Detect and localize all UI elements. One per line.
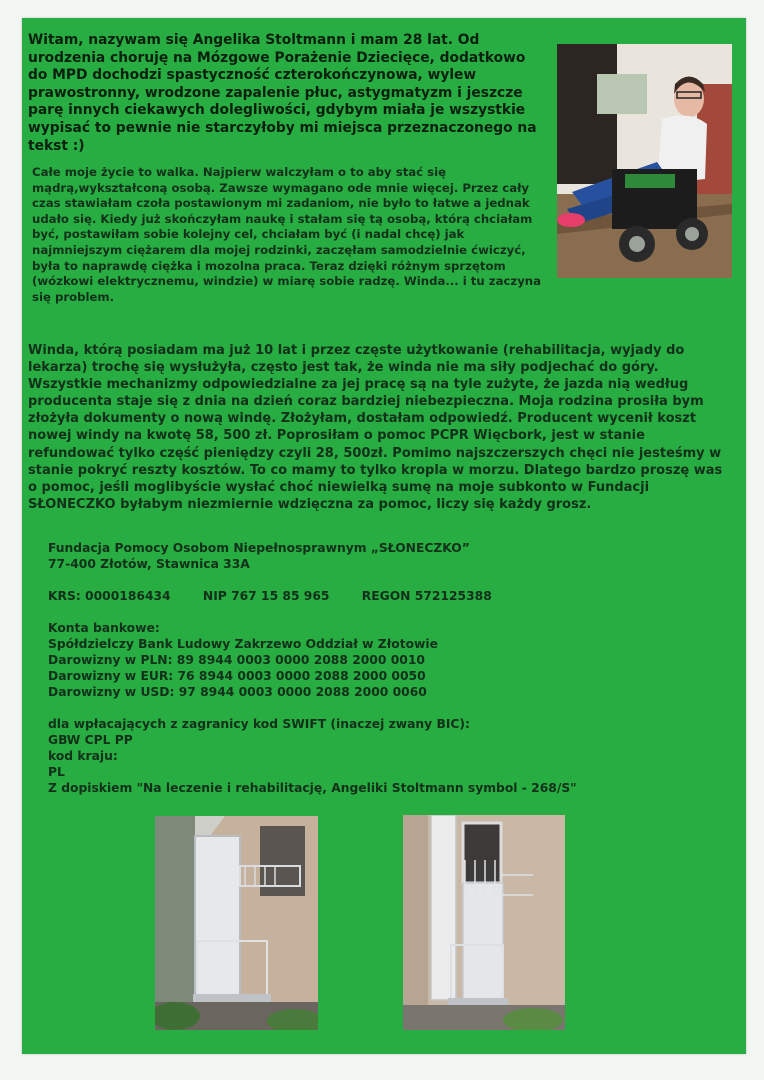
swift-intro: dla wpłacających z zagranicy kod SWIFT (inaczej zwany BIC): [48,717,470,731]
nip-number: NIP 767 15 85 965 [202,589,330,603]
lift-photo-1 [155,816,318,1030]
intro-text: Witam, nazywam się Angelika Stoltmann i mam 28 lat. Od urodzenia choruję na Mózgowe Porażenie Dziecięce, dodatkowo do MPD dochodzi spastyczność czterokończynowa, wylew prawostronny, wrodzone zapalenie płuc, astygmatyzm i jeszcze parę innych ciekawych dolegliwości, gdybym miała je wszystkie wypisać to pewnie nie starczyłoby mi miejsca przeznaczonego na tekst :) [28,32,537,154]
krs-number: KRS: 0000186434 [48,589,171,603]
story-paragraph-2: Winda, którą posiadam ma już 10 lat i przez częste użytkowanie (rehabilitacja, wyjady do lekarza) trochę się wysłużyła, często jest tak, że winda nie ma siły podjechać do góry. Wszystkie mechanizmy odpowiedzialne za jej pracę są na tyle zużyte, że jazda nią według producenta staje się z dnia na dzień coraz bardziej niebezpieczna. Moja rodzina prosiła bym złożyła dokumenty o nową windę. Złożyłam, dostałam odpowiedź. Producent wycenił koszt nowej windy na kwotę 58, 500 zł. Poprosiłam o pomoc PCPR Więcbork, jest w stanie refundować tylko część pieniędzy czyli 28, 500zł. Pomimo najszczerszych chęci nie jesteśmy w stanie pokryć reszty kosztów. To co mamy to tylko kropla w morzu. Dlatego bardzo proszę was o pomoc, jeśli moglibyście wysłać choć niewielką sumę na moje subkonto w Fundacji SŁONECZKO byłabym niezmiernie wdzięczna za pomoc, liczy się każdy grosz. [28,343,723,512]
transfer-note: Z dopiskiem "Na leczenie i rehabilitację, Angeliki Stoltmann symbol - 268/S" [48,781,577,795]
donation-info [48,540,708,796]
account-eur: Darowizny w EUR: 76 8944 0003 0000 2088 2000 0050 [48,669,426,683]
flyer-page [22,18,746,1054]
country-code-label: kod kraju: [48,749,118,763]
swift-code: GBW CPL PP [48,733,133,747]
lift-photo-2 [403,815,565,1030]
bank-name: Spółdzielczy Bank Ludowy Zakrzewo Oddział w Złotowie [48,637,438,651]
story-paragraph-1: Całe moje życie to walka. Najpierw walczyłam o to aby stać się mądrą,wykształconą osobą. Zawsze wymagano ode mnie więcej. Przez cały czas stawiałam czoła postawionym mi zadaniom, nie było to łatwe a jednak udało się. Kiedy już skończyłam naukę i stałam się tą osobą, którą chciałam być, postawiłam sobie kolejny cel, chciałam być (i nadal chcę) jak najmniejszym ciężarem dla mojej rodzinki, zaczęłam samodzielnie ćwiczyć, była to naprawdę ciężka i mozolna praca. Teraz dzięki różnym sprzętom (wózkowi elektrycznemu, windzie) w miarę sobie radzę. Winda... i tu zaczyna się problem. [32,165,542,304]
portrait-photo [557,44,732,278]
bank-accounts-heading: Konta bankowe: [48,621,160,635]
registration-ids [48,588,708,604]
country-code: PL [48,765,65,779]
foundation-address: 77-400 Złotów, Stawnica 33A [48,557,250,571]
account-usd: Darowizny w USD: 97 8944 0003 0000 2088 2000 0060 [48,685,427,699]
regon-number: REGON 572125388 [361,589,492,603]
foundation-name: Fundacja Pomocy Osobom Niepełnosprawnym „SŁONECZKO” [48,541,470,555]
account-pln: Darowizny w PLN: 89 8944 0003 0000 2088 2000 0010 [48,653,425,667]
